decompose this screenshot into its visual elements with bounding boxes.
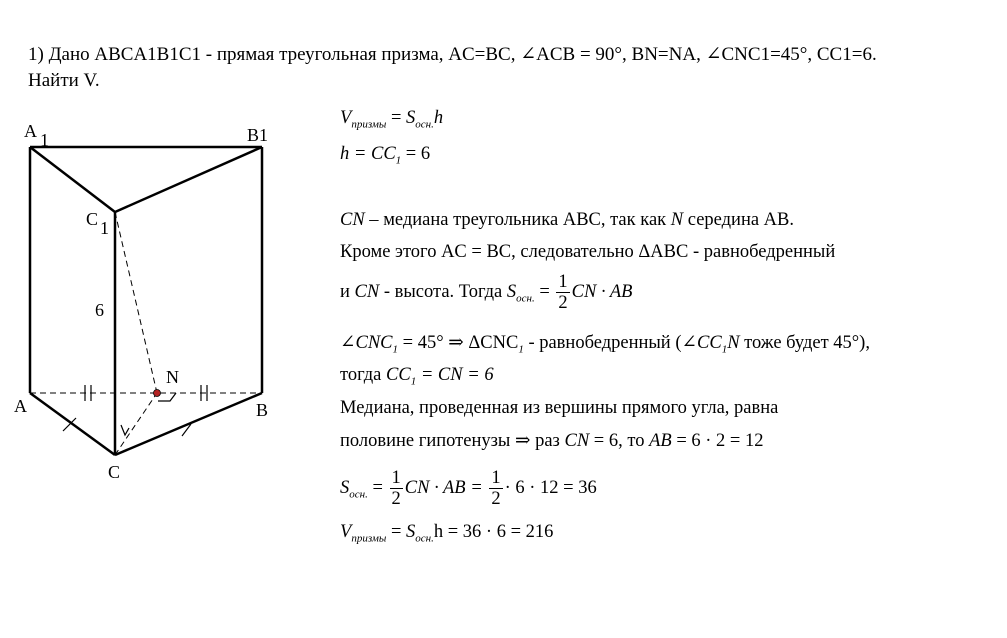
solution-line-1: $V_{призмы} = S_{осн.}h$: [340, 108, 444, 131]
solution-line-3: CN – медиана треугольника ABC, так как N середина AB.: [340, 210, 795, 230]
problem-line-1: 1) Дано ABCA1B1C1 - прямая треугольная призма, AC=BC, ∠ACB = 90°, BN=NA, ∠CNC1=45°, CC1=6.: [28, 44, 877, 65]
edge-a1-c1: [30, 147, 115, 212]
solution-line-7: тогда $CC_1$ = CN = 6: [340, 365, 494, 388]
label-c1-index: 1: [100, 218, 109, 238]
edge-a-c: [30, 393, 115, 455]
label-c: C: [108, 462, 121, 482]
solution-line-2: $h = CC_1 = 6$: [340, 144, 431, 167]
solution-line-4: Кроме этого AC = BC, следовательно ΔABC - равнобедренный: [340, 242, 836, 262]
solution-line-10: $S_{осн.}$ = $\frac{1}{2}$ CN · AB = $\frac{1}{2}$ · 6 · 12 = 36: [340, 468, 597, 509]
label-c1-letter: C: [86, 209, 99, 229]
point-n: [154, 390, 161, 397]
solution-line-5: и CN - высота. Тогда $S_{осн.}$ = $\frac{1}{2}$ CN · AB: [340, 272, 633, 313]
solution-line-9: половине гипотенузы ⇒ раз CN = 6, то AB = 6 · 2 = 12: [340, 431, 764, 451]
problem-line-2: Найти V.: [28, 70, 100, 91]
prism-figure: [0, 0, 340, 638]
solution-line-11: $V_{призмы} = S_{осн.}h = 36 \cdot 6 = 216$: [340, 522, 554, 545]
label-height: 6: [95, 300, 104, 320]
prism-drawing: [0, 0, 340, 633]
segment-c1-n: [115, 212, 157, 393]
edge-c1-b1: [115, 147, 262, 212]
label-b1: B1: [247, 125, 269, 145]
solution-line-6: $\angle CNC_1 = 45^\circ$ ⇒ $\Delta CNC_1$ - равнобедренный ($\angle CC_1N$ тоже будет 45°),: [340, 333, 870, 356]
solution-line-8: Медиана, проведенная из вершины прямого угла, равна: [340, 398, 779, 418]
label-a1-letter: A: [24, 121, 37, 141]
edge-c-b: [115, 393, 262, 455]
label-n: N: [166, 367, 179, 387]
label-a: A: [14, 396, 27, 416]
label-b: B: [256, 400, 269, 420]
label-a1-index: 1: [40, 130, 49, 150]
